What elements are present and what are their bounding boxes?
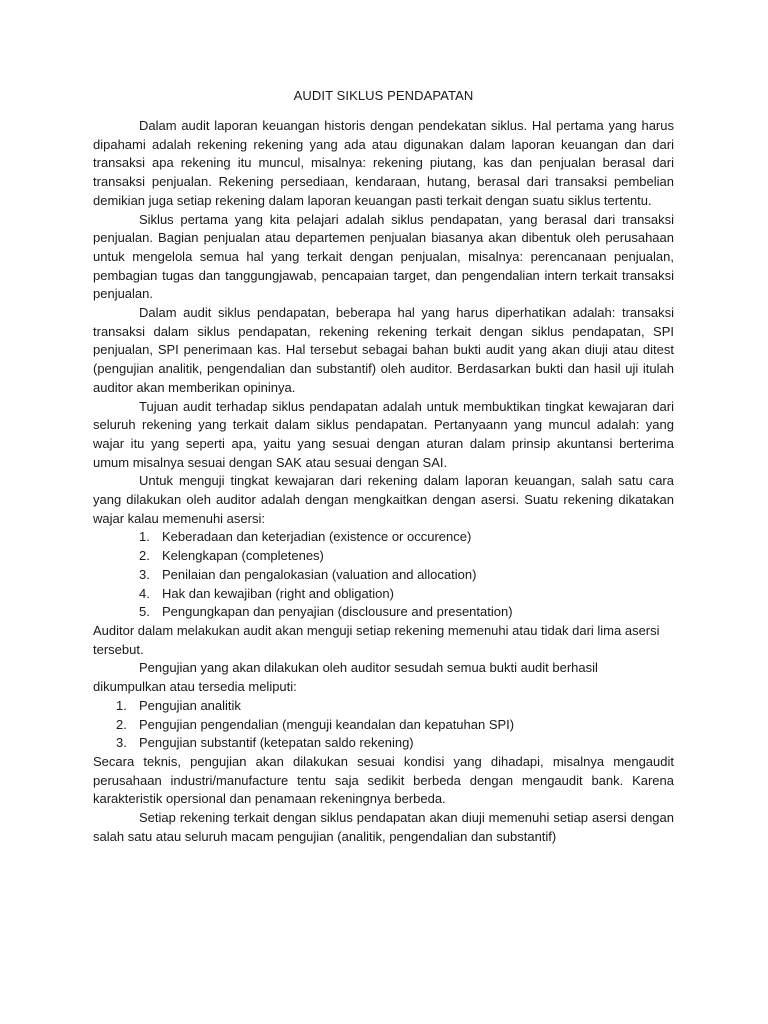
list-number: 1. [116,697,127,713]
list-item [93,716,674,735]
document-title: AUDIT SIKLUS PENDAPATAN [293,88,474,103]
paragraph-audit-objective: Tujuan audit terhadap siklus pendapatan adalah untuk membuktikan tingkat kewajaran dari seluruh rekening yang terkait dalam siklus pendapatan. Pertanyaann yang muncul adalah: yang wajar itu yang seperti apa, yaitu yang sesuai dengan aturan dalam prinsip akuntansi berterima umum misalnya sesuai dengan SAK atau sesuai dengan SAI. [93,398,674,470]
paragraph-technical-note: Secara teknis, pengujian akan dilakukan sesuai kondisi yang dihadapi, misalnya mengaudit perusahaan industri/manufacture tentu saja sedikit berbeda dengan mengaudit bank. Karena karakteristik opersional dan penamaan rekeningnya berbeda. [93,753,674,807]
list-item-text: Penilaian dan pengalokasian (valuation and allocation) [162,566,477,582]
list-item-text: Kelengkapan (completenes) [162,548,324,564]
list-item [93,528,674,547]
list-number: 1. [139,529,150,545]
list-number: 4. [139,585,150,601]
paragraph-revenue-cycle: Siklus pertama yang kita pelajari adalah siklus pendapatan, yang berasal dari transaksi penjualan. Bagian penjualan atau departemen penjualan biasanya akan dibentuk oleh perusahaan untuk mengelola semua hal yang terkait dengan penjualan, misalnya: perencanaan penjualan, pembagian tugas dan tanggungjawab, pencapaian target, dan pengendalian intern terkait transaksi penjualan. [93,211,674,302]
list-item-text: Hak dan kewajiban (right and obligation) [162,585,394,601]
paragraph-intro: Dalam audit laporan keuangan historis dengan pendekatan siklus. Hal pertama yang harus dipahami adalah rekening rekening yang ada atau digunakan dalam laporan keuangan dan dari transaksi apa rekening itu muncul, misalnya: rekening piutang, kas dan penjualan berasal dari transaksi penjualan. Rekening persediaan, kendaraan, hutang, berasal dari transaksi pembelian demikian juga setiap rekening dalam laporan keuangan pasti terkait dengan suatu siklus tertentu. [93,118,674,208]
assertions-list [93,528,674,622]
list-item [93,697,674,716]
list-item [93,603,674,622]
list-number: 3. [139,566,150,582]
list-number: 5. [139,604,150,620]
list-item [93,585,674,604]
paragraph-audit-focus: Dalam audit siklus pendapatan, beberapa hal yang harus diperhatikan adalah: transaksi transaksi dalam siklus pendapatan, rekening rekening terkait dengan siklus pendapatan, SPI penjualan, SPI penerimaan kas. Hal tersebut sebagai bahan bukti audit yang akan diuji atau ditest (pengujian analitik, pengendalian dan substantif) oleh auditor. Berdasarkan bukti dan hasil uji itulah auditor akan memberikan opininya. [93,305,674,395]
list-item [93,547,674,566]
paragraph-testing-intro: Pengujian yang akan dilakukan oleh auditor sesudah semua bukti audit berhasil dikumpulkan atau tersedia meliputi: [93,660,598,695]
list-item [93,566,674,585]
list-number: 2. [116,716,127,732]
list-item-text: Pengungkapan dan penyajian (disclousure and presentation) [162,604,513,620]
list-item-text: Pengujian pengendalian (menguji keandalan dan kepatuhan SPI) [139,716,515,732]
list-item-text: Keberadaan dan keterjadian (existence or occurence) [162,529,472,545]
document-page [93,87,674,846]
list-item-text: Pengujian substantif (ketepatan saldo rekening) [139,735,414,751]
list-number: 2. [139,548,150,564]
paragraph-assertions-intro: Untuk menguji tingkat kewajaran dari rekening dalam laporan keuangan, salah satu cara yang dilakukan oleh auditor adalah dengan mengkaitkan dengan asersi. Suatu rekening dikatakan wajar kalau memenuhi asersi: [93,473,674,526]
list-item [93,734,674,753]
list-item-text: Pengujian analitik [139,697,241,713]
paragraph-after-assertions: Auditor dalam melakukan audit akan menguji setiap rekening memenuhi atau tidak dari lima asersi tersebut. [93,622,660,657]
testing-list [93,697,674,753]
paragraph-closing: Setiap rekening terkait dengan siklus pendapatan akan diuji memenuhi setiap asersi dengan salah satu atau seluruh macam pengujian (analitik, pengendalian dan substantif) [93,810,674,844]
list-number: 3. [116,735,127,751]
